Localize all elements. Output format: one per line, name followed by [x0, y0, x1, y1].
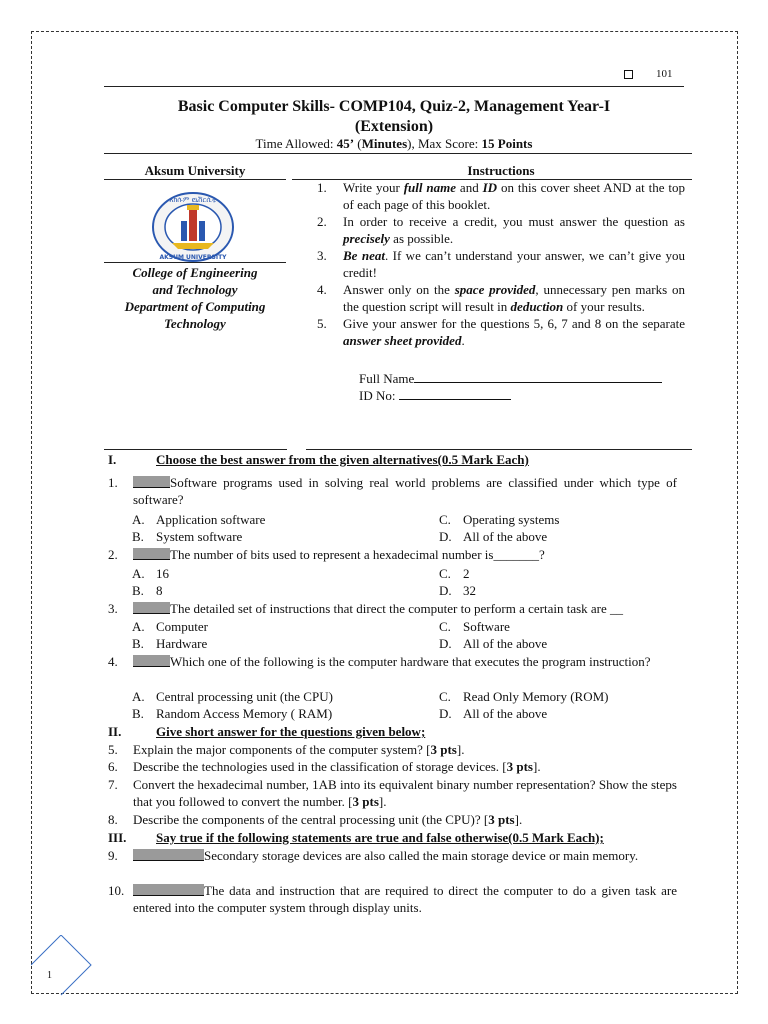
logo-text-top: አክሱም ዩኒቨርሲቲ [169, 196, 217, 204]
full-name-field[interactable] [359, 370, 662, 387]
page-number: 1 [47, 970, 52, 981]
points-value: 3 pts [352, 794, 379, 809]
time-unit: Minutes [361, 136, 408, 151]
university-logo [150, 191, 236, 263]
mcq-question [108, 600, 677, 617]
section-rule-left [104, 449, 287, 450]
full-name-line[interactable] [414, 371, 662, 383]
option-text: System software [156, 529, 243, 544]
logo-emblem-icon [150, 191, 236, 263]
instruction-item [317, 281, 685, 315]
instruction-text: . [461, 333, 465, 348]
option-text: Software [463, 619, 510, 634]
option-text: All of the above [463, 706, 548, 721]
option-text: Computer [156, 619, 208, 634]
instruction-text: ID [482, 180, 498, 195]
answer-option[interactable] [132, 705, 332, 722]
short-question [108, 741, 677, 758]
true-false-question [108, 847, 677, 864]
option-letter: B. [132, 583, 144, 598]
question-number: 1. [108, 475, 118, 490]
instruction-text: on this cover sheet AND at the top of each page of this booklet. [343, 180, 686, 212]
option-letter: B. [132, 529, 144, 544]
option-letter: C. [439, 566, 451, 581]
option-text: 8 [156, 583, 163, 598]
short-question [108, 776, 677, 810]
logo-text-bottom: AKSUM UNIVERSITY [159, 254, 227, 261]
title-rule [104, 153, 692, 154]
option-letter: C. [439, 689, 451, 704]
answer-blank[interactable] [133, 655, 170, 667]
answer-option[interactable] [132, 528, 242, 545]
id-label: ID No: [359, 388, 399, 403]
section-roman: III. [108, 830, 127, 845]
instruction-text: and [456, 180, 483, 195]
section-roman: II. [108, 724, 122, 739]
short-question [108, 811, 677, 828]
answer-option[interactable] [132, 511, 265, 528]
instruction-item [317, 213, 685, 247]
time-label: Time Allowed: [255, 136, 337, 151]
answer-option[interactable] [132, 688, 333, 705]
instructions-heading: Instructions [467, 163, 535, 178]
instruction-text: Be neat [343, 248, 385, 263]
option-letter: D. [439, 706, 452, 721]
question-text [133, 776, 677, 810]
instruction-text: full name [403, 180, 457, 195]
section-heading [108, 723, 688, 740]
page-corner-icon [31, 935, 93, 997]
mcq-question [108, 474, 677, 508]
instructions-list [317, 179, 685, 349]
question-number: 3. [108, 601, 118, 616]
question-number: 2. [108, 547, 118, 562]
question-number: 7. [108, 777, 118, 792]
answer-blank[interactable] [133, 884, 204, 896]
page-code: 101 [656, 68, 673, 80]
college-line: and Technology [152, 282, 238, 297]
question-number: 4. [108, 654, 118, 669]
answer-option[interactable] [132, 582, 163, 599]
question-stem: Explain the major components of the computer system? [ [133, 742, 431, 757]
question-text [133, 758, 677, 775]
dept-rule [104, 262, 286, 263]
option-text: 2 [463, 566, 470, 581]
college-department [104, 264, 286, 332]
question-text [133, 474, 677, 508]
instruction-number: 1. [317, 180, 327, 195]
instruction-number: 3. [317, 248, 327, 263]
answer-option[interactable] [439, 688, 609, 705]
option-text: Application software [156, 512, 266, 527]
time-unit-open: ( [354, 136, 362, 151]
option-letter: A. [132, 619, 145, 634]
question-text [133, 546, 677, 563]
header-rule [104, 86, 684, 87]
instruction-text: answer sheet provided [343, 333, 462, 348]
instruction-text: In order to receive a credit, you must answer the question as [343, 214, 685, 229]
section-heading [108, 451, 688, 468]
section-title: Say true if the following statements are true and false otherwise(0.5 Mark Each); [156, 830, 604, 845]
instruction-text: of your results. [563, 299, 645, 314]
instruction-number: 2. [317, 214, 327, 229]
student-fields [359, 370, 662, 404]
option-letter: B. [132, 636, 144, 651]
question-stem: Secondary storage devices are also called the main storage device or main memory. [204, 848, 639, 863]
instruction-text: precisely [343, 231, 390, 246]
question-number: 10. [108, 883, 125, 898]
mcq-question [108, 653, 677, 670]
answer-option[interactable] [439, 618, 510, 635]
question-number: 9. [108, 848, 118, 863]
option-letter: B. [132, 706, 144, 721]
answer-option[interactable] [132, 565, 169, 582]
instruction-text: Answer only on the [343, 282, 455, 297]
id-line[interactable] [399, 388, 511, 400]
answer-blank[interactable] [133, 849, 204, 861]
question-stem: Software programs used in solving real world problems are classified under which type of software? [133, 475, 677, 507]
question-stem: Describe the technologies used in the classification of storage devices. [ [133, 759, 507, 774]
option-text: Operating systems [463, 512, 560, 527]
question-text [133, 882, 677, 916]
option-letter: D. [439, 636, 452, 651]
instruction-text: as possible. [389, 231, 454, 246]
department-line: Technology [164, 316, 226, 331]
option-text: All of the above [463, 636, 548, 651]
instruction-number: 4. [317, 282, 327, 297]
exam-title: Basic Computer Skills- COMP104, Quiz-2, Management Year-I [177, 98, 611, 115]
department-line: Department of Computing [124, 299, 266, 314]
question-stem: Convert the hexadecimal number, 1AB into its equivalent binary number representation? Show the steps that you followed to convert the number. [ [133, 777, 677, 809]
answer-option[interactable] [439, 582, 476, 599]
page-number-corner [31, 935, 93, 997]
points-value: 3 pts [430, 742, 457, 757]
points-close: ]. [533, 759, 541, 774]
answer-option[interactable] [132, 618, 208, 635]
answer-option[interactable] [439, 528, 547, 545]
true-false-question [108, 882, 677, 916]
answer-option[interactable] [439, 511, 559, 528]
section-roman: I. [108, 452, 117, 467]
question-stem: The data and instruction that are required to direct the computer to do a given task are entered into the computer system through display units. [133, 883, 677, 915]
max-score: 15 Points [481, 136, 533, 151]
question-stem: Which one of the following is the computer hardware that executes the program instruction? [170, 654, 651, 669]
time-value: 45’ [336, 136, 355, 151]
answer-blank[interactable] [133, 602, 170, 614]
question-text [133, 847, 677, 864]
answer-option[interactable] [439, 635, 547, 652]
answer-blank[interactable] [133, 548, 170, 560]
question-stem: The detailed set of instructions that direct the computer to perform a certain task are __ [170, 601, 624, 616]
option-letter: A. [132, 689, 145, 704]
max-score-label: ), Max Score: [407, 136, 482, 151]
question-number: 6. [108, 759, 118, 774]
university-rule [104, 179, 286, 180]
checkbox-icon [624, 70, 633, 79]
option-text: All of the above [463, 529, 548, 544]
option-text: 32 [463, 583, 476, 598]
instruction-item [317, 247, 685, 281]
question-stem: The number of bits used to represent a hexadecimal number is_______? [170, 547, 545, 562]
instruction-text: , unnecessary pen marks on the question script will result in [343, 282, 685, 314]
full-name-label: Full Name [359, 371, 415, 386]
option-letter: A. [132, 566, 145, 581]
instruction-item [317, 315, 685, 349]
points-value: 3 pts [488, 812, 515, 827]
section-heading [108, 829, 688, 846]
option-letter: C. [439, 512, 451, 527]
instruction-text: space provided [454, 282, 536, 297]
points-close: ]. [514, 812, 523, 827]
instruction-text: . If we can’t understand your answer, we can’t give you credit! [343, 248, 686, 280]
option-text: 16 [156, 566, 169, 581]
question-number: 5. [108, 742, 118, 757]
id-field[interactable] [359, 387, 662, 404]
question-text [133, 653, 677, 670]
section-title: Give short answer for the questions given below; [156, 724, 426, 739]
points-close: ]. [378, 794, 387, 809]
option-letter: C. [439, 619, 451, 634]
question-text [133, 741, 677, 758]
option-text: Hardware [156, 636, 208, 651]
mcq-question [108, 546, 677, 563]
answer-option[interactable] [132, 635, 207, 652]
instruction-text: Give your answer for the questions 5, 6, 7 and 8 on the separate [343, 316, 685, 331]
short-question [108, 758, 677, 775]
option-letter: D. [439, 583, 452, 598]
question-text [133, 600, 677, 617]
answer-blank[interactable] [133, 476, 170, 488]
instruction-item [317, 179, 685, 213]
section-title: Choose the best answer from the given alternatives(0.5 Mark Each) [156, 452, 529, 467]
answer-option[interactable] [439, 565, 470, 582]
option-text: Read Only Memory (ROM) [463, 689, 609, 704]
question-number: 8. [108, 812, 118, 827]
points-value: 3 pts [506, 759, 533, 774]
time-line [104, 135, 684, 152]
college-line: College of Engineering [132, 265, 258, 280]
question-stem: Describe the components of the central processing unit (the CPU)? [ [133, 812, 489, 827]
university-name: Aksum University [144, 163, 246, 178]
instruction-text: deduction [510, 299, 564, 314]
option-text: Central processing unit (the CPU) [156, 689, 333, 704]
answer-option[interactable] [439, 705, 547, 722]
option-text: Random Access Memory ( RAM) [156, 706, 333, 721]
instruction-text: Write your [343, 180, 404, 195]
option-letter: A. [132, 512, 145, 527]
instruction-number: 5. [317, 316, 327, 331]
section-rule-right [306, 449, 692, 450]
exam-title-extension: (Extension) [354, 118, 434, 135]
question-text [133, 811, 677, 828]
points-close: ]. [456, 742, 465, 757]
option-letter: D. [439, 529, 452, 544]
